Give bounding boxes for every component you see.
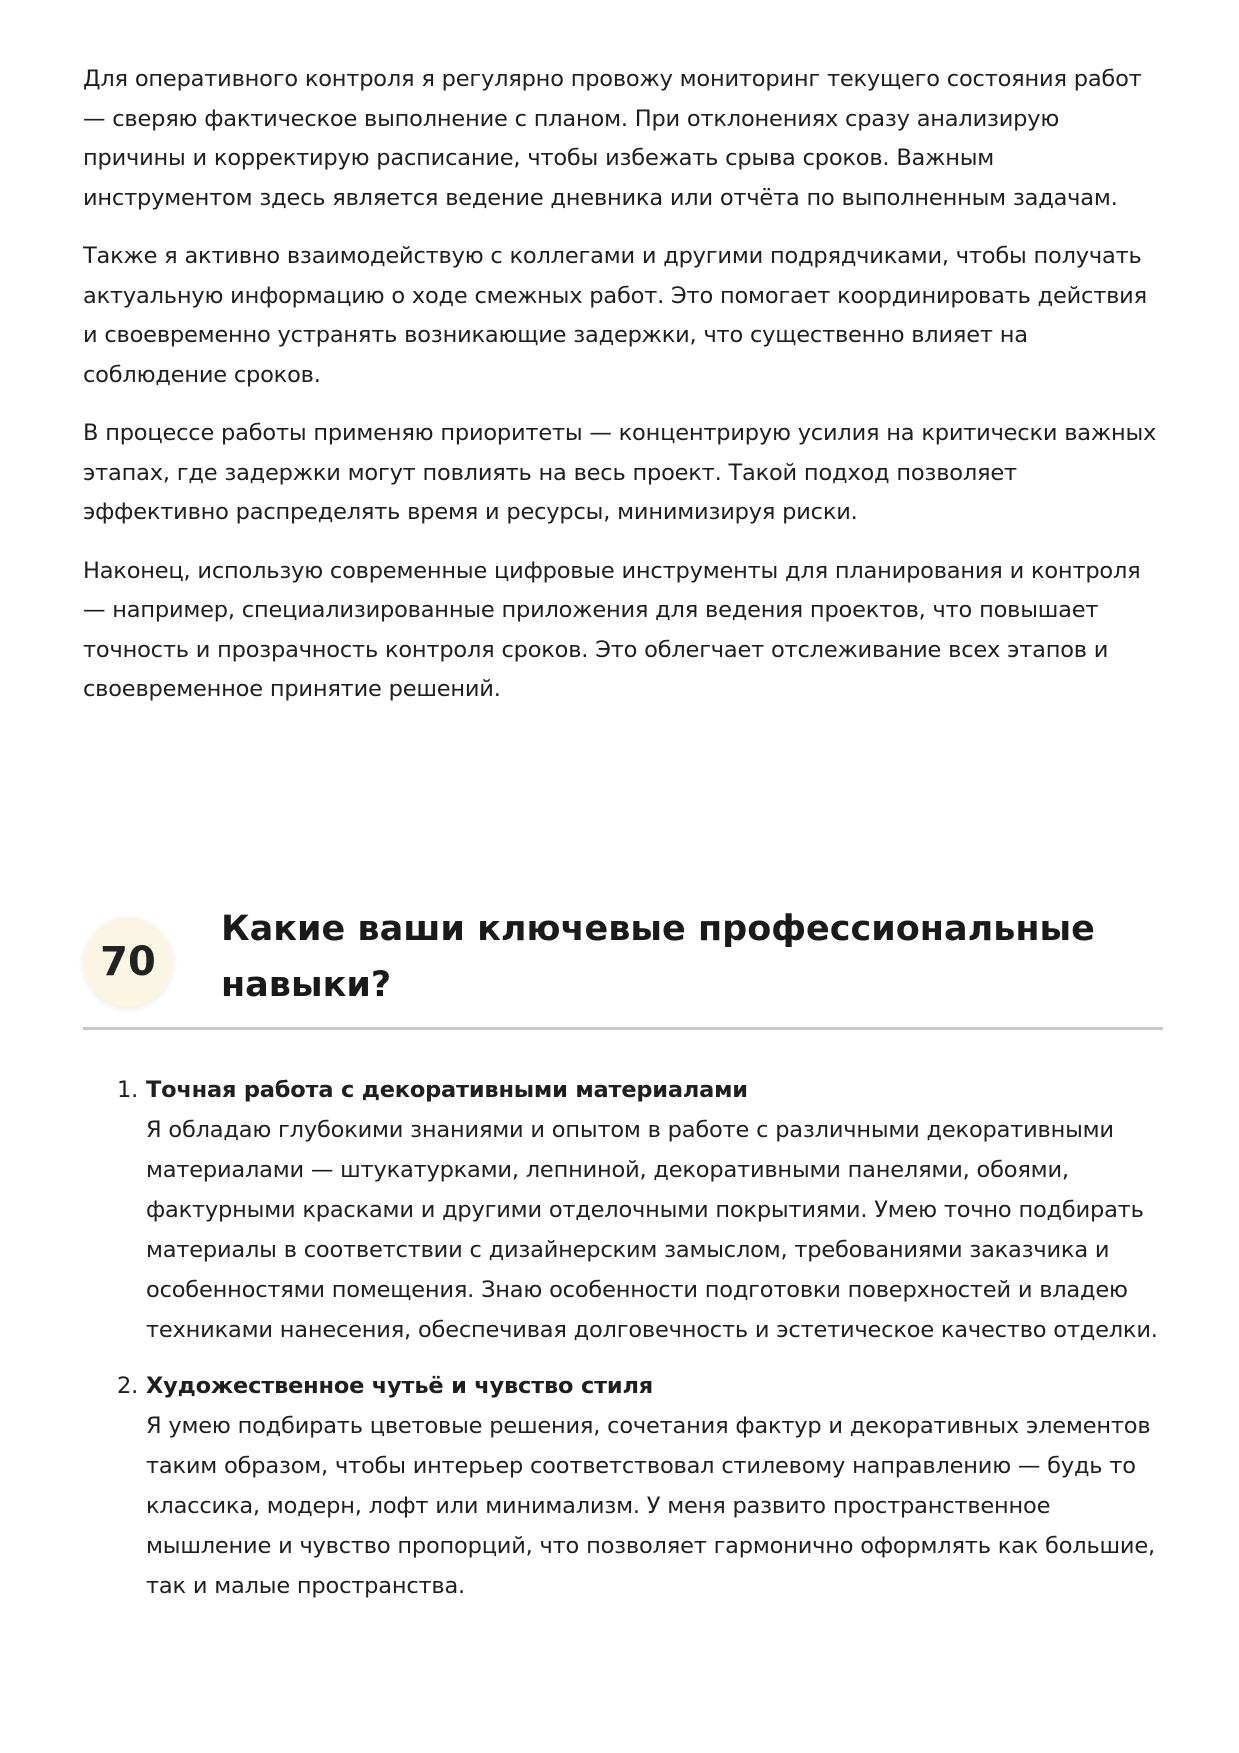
question-number-badge: 70 (83, 917, 173, 1007)
paragraph-collaboration: Также я активно взаимодействую с коллегами и другими подрядчиками, чтобы получать актуальную информацию о ходе смежных работ. Это помогает координировать действия и своевременно устранять возникающие задержки, что существенно влияет на соблюдение сроков. (83, 243, 1147, 388)
skill-description: Я умею подбирать цветовые решения, сочетания фактур и декоративных элементов таким образом, чтобы интерьер соответствовал стилевому направлению — будь то классика, модерн, лофт или минимализм. У меня развито пространственное мышление и чувство пропорций, что позволяет гармонично оформлять как большие, так и малые пространства. (146, 1412, 1155, 1599)
skill-number: 1. (117, 1076, 139, 1103)
skill-item (83, 1070, 1163, 1350)
paragraph-priorities: В процессе работы применяю приоритеты — концентрирую усилия на критически важных этапах, где задержки могут повлиять на весь проект. Такой подход позволяет эффективно распределять время и ресурсы, минимизируя риски. (83, 420, 1157, 525)
document-page (83, 60, 1163, 1622)
paragraph-digital-tools: Наконец, использую современные цифровые инструменты для планирования и контроля — например, специализированные приложения для ведения проектов, что повышает точность и прозрачность контроля сроков. Это облегчает отслеживание всех этапов и своевременное принятие решений. (83, 557, 1141, 702)
skill-title: Точная работа с декоративными материалами (146, 1076, 748, 1103)
paragraph-monitoring: Для оперативного контроля я регулярно провожу мониторинг текущего состояния работ — сверяю фактическое выполнение с планом. При отклонениях сразу анализирую причины и корректирую расписание, чтобы избежать срыва сроков. Важным инструментом здесь является ведение дневника или отчёта по выполненным задачам. (83, 66, 1142, 211)
skill-number: 2. (117, 1372, 139, 1399)
skills-list (83, 1070, 1163, 1606)
question-header (83, 901, 1163, 1030)
skill-title: Художественное чутьё и чувство стиля (146, 1372, 654, 1399)
section-spacer (83, 729, 1163, 901)
skill-item (83, 1366, 1163, 1606)
question-title: Какие ваши ключевые профессиональные навыки? (221, 908, 1095, 1005)
skill-description: Я обладаю глубокими знаниями и опытом в работе с различными декоративными материалами — штукатурками, лепниной, декоративными панелями, обоями, фактурными красками и другими отделочными покрытиями. Умею точно подбирать материалы в соответствии с дизайнерским замыслом, требованиями заказчика и особенностями помещения. Знаю особенности подготовки поверхностей и владею техниками нанесения, обеспечивая долговечность и эстетическое качество отделки. (146, 1116, 1158, 1343)
